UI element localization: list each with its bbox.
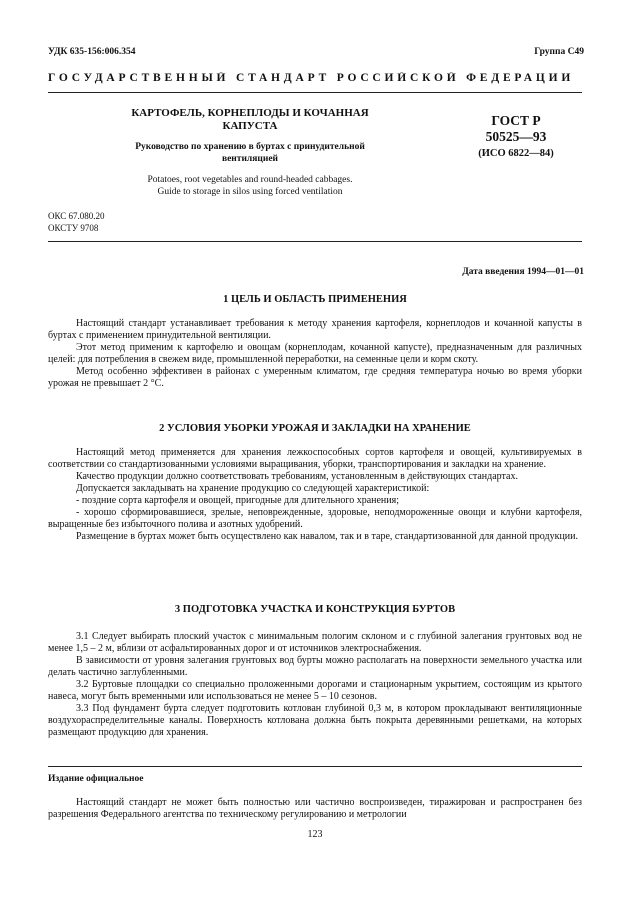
gost-line1: ГОСТ Р — [491, 113, 541, 128]
title-main-line2: КАПУСТА — [222, 120, 278, 132]
gost-designation — [452, 113, 580, 160]
title-en-line1: Potatoes, root vegetables and round-headed cabbages. — [147, 175, 353, 185]
section-2-para-4: - поздние сорта картофеля и овощей, пригодные для длительного хранения; — [76, 495, 400, 506]
section-2-para-6: Размещение в буртах может быть осуществлено как навалом, так и в таре, стандартизованной для данной продукции. — [76, 531, 579, 542]
section-1-body — [48, 318, 582, 390]
official-edition-label: Издание официальное — [48, 774, 144, 784]
section-3-para-1: 3.1 Следует выбирать плоский участок с минимальным пологим склоном и с глубиной залегания грунтовых вод не менее 1,5 – 2 м, вблизи от асфальтированных дорог и от источников электроснабжения. — [48, 631, 582, 654]
section-2-body — [48, 447, 582, 543]
section-3-para-2: В зависимости от уровня залегания грунтовых вод бурты можно располагать на поверхности земельного участка или делать частично заглубленными. — [48, 655, 582, 678]
page-number: 123 — [307, 829, 323, 840]
section-1-para-2: Этот метод применим к картофелю и овощам (корнеплодам, кочанной капусте), предназначенным для различных целей: для потребления в свежем виде, промышленной переработки, на семенные цели и корм скоту. — [48, 342, 582, 365]
section-3-title: 3 ПОДГОТОВКА УЧАСТКА И КОНСТРУКЦИЯ БУРТОВ — [174, 604, 456, 615]
section-3-para-3: 3.2 Буртовые площадки со специально проложенными дорогами и стационарным укрытием, состоящим из крытого навеса, могут быть временными или использоваться не менее 5 – 10 сезонов. — [48, 679, 582, 702]
section-2-para-5: - хорошо сформировавшиеся, зрелые, неповрежденные, здоровые, неподмороженные овощи и клубни картофеля, выращенные без избыточного полива и азотных удобрений. — [48, 507, 582, 530]
section-2-para-2: Качество продукции должно соответствовать требованиям, установленным в действующих стандартах. — [76, 471, 518, 482]
oks-code: ОКС 67.080.20 — [48, 211, 105, 221]
title-en-line2: Guide to storage in silos using forced ventilation — [157, 187, 343, 197]
group-code: Группа С49 — [534, 47, 584, 57]
document-title-block — [100, 107, 400, 198]
section-1-para-3: Метод особенно эффективен в районах с умеренным климатом, где средняя температура ночью во время уборки урожая не превышает 2 °С. — [48, 366, 582, 389]
section-1-title: 1 ЦЕЛЬ И ОБЛАСТЬ ПРИМЕНЕНИЯ — [223, 294, 407, 305]
iso-reference: (ИСО 6822—84) — [478, 148, 554, 159]
classifiers — [48, 210, 105, 234]
copyright-text: Настоящий стандарт не может быть полностью или частично воспроизведен, тиражирован и распространен без разрешения Федерального агентства по техническому регулированию и метрологии — [48, 797, 582, 820]
gost-line2: 50525—93 — [485, 129, 547, 144]
title-rule — [48, 241, 582, 242]
title-sub-line1: Руководство по хранению в буртах с принудительной — [135, 142, 365, 152]
state-standard-banner: ГОСУДАРСТВЕННЫЙ СТАНДАРТ РОССИЙСКОЙ ФЕДЕРАЦИИ — [48, 72, 575, 84]
section-2-para-1: Настоящий метод применяется для хранения лежкоспособных сортов картофеля и овощей, культивируемых в соответствии со стандартизованными условиями выращивания, уборки, транспортирования и закладки на хранение. — [48, 447, 582, 470]
okstu-code: ОКСТУ 9708 — [48, 223, 99, 233]
copyright-notice — [48, 797, 582, 821]
section-2-title: 2 УСЛОВИЯ УБОРКИ УРОЖАЯ И ЗАКЛАДКИ НА ХРАНЕНИЕ — [159, 423, 471, 434]
header-rule — [48, 92, 582, 93]
date-of-introduction: Дата введения 1994—01—01 — [462, 267, 584, 277]
section-3-para-4: 3.3 Под фундамент бурта следует подготовить котлован глубиной 0,3 м, в котором прокладывают вентиляционные воздухораспределительные каналы. Поверхность котлована должна быть покрыта деревянными решетками, на которых размещают продукцию для хранения. — [48, 703, 582, 738]
udk-code: УДК 635-156:006.354 — [48, 47, 136, 57]
section-2-para-3: Допускается закладывать на хранение продукцию со следующей характеристикой: — [76, 483, 430, 494]
footer-rule — [48, 766, 582, 767]
title-sub-line2: вентиляцией — [221, 153, 279, 164]
section-1-para-1: Настоящий стандарт устанавливает требования к методу хранения картофеля, корнеплодов и кочанной капусты в буртах с применением принудительной вентиляции. — [48, 318, 582, 341]
section-3-body — [48, 631, 582, 739]
title-main-line1: КАРТОФЕЛЬ, КОРНЕПЛОДЫ И КОЧАННАЯ — [131, 107, 369, 119]
